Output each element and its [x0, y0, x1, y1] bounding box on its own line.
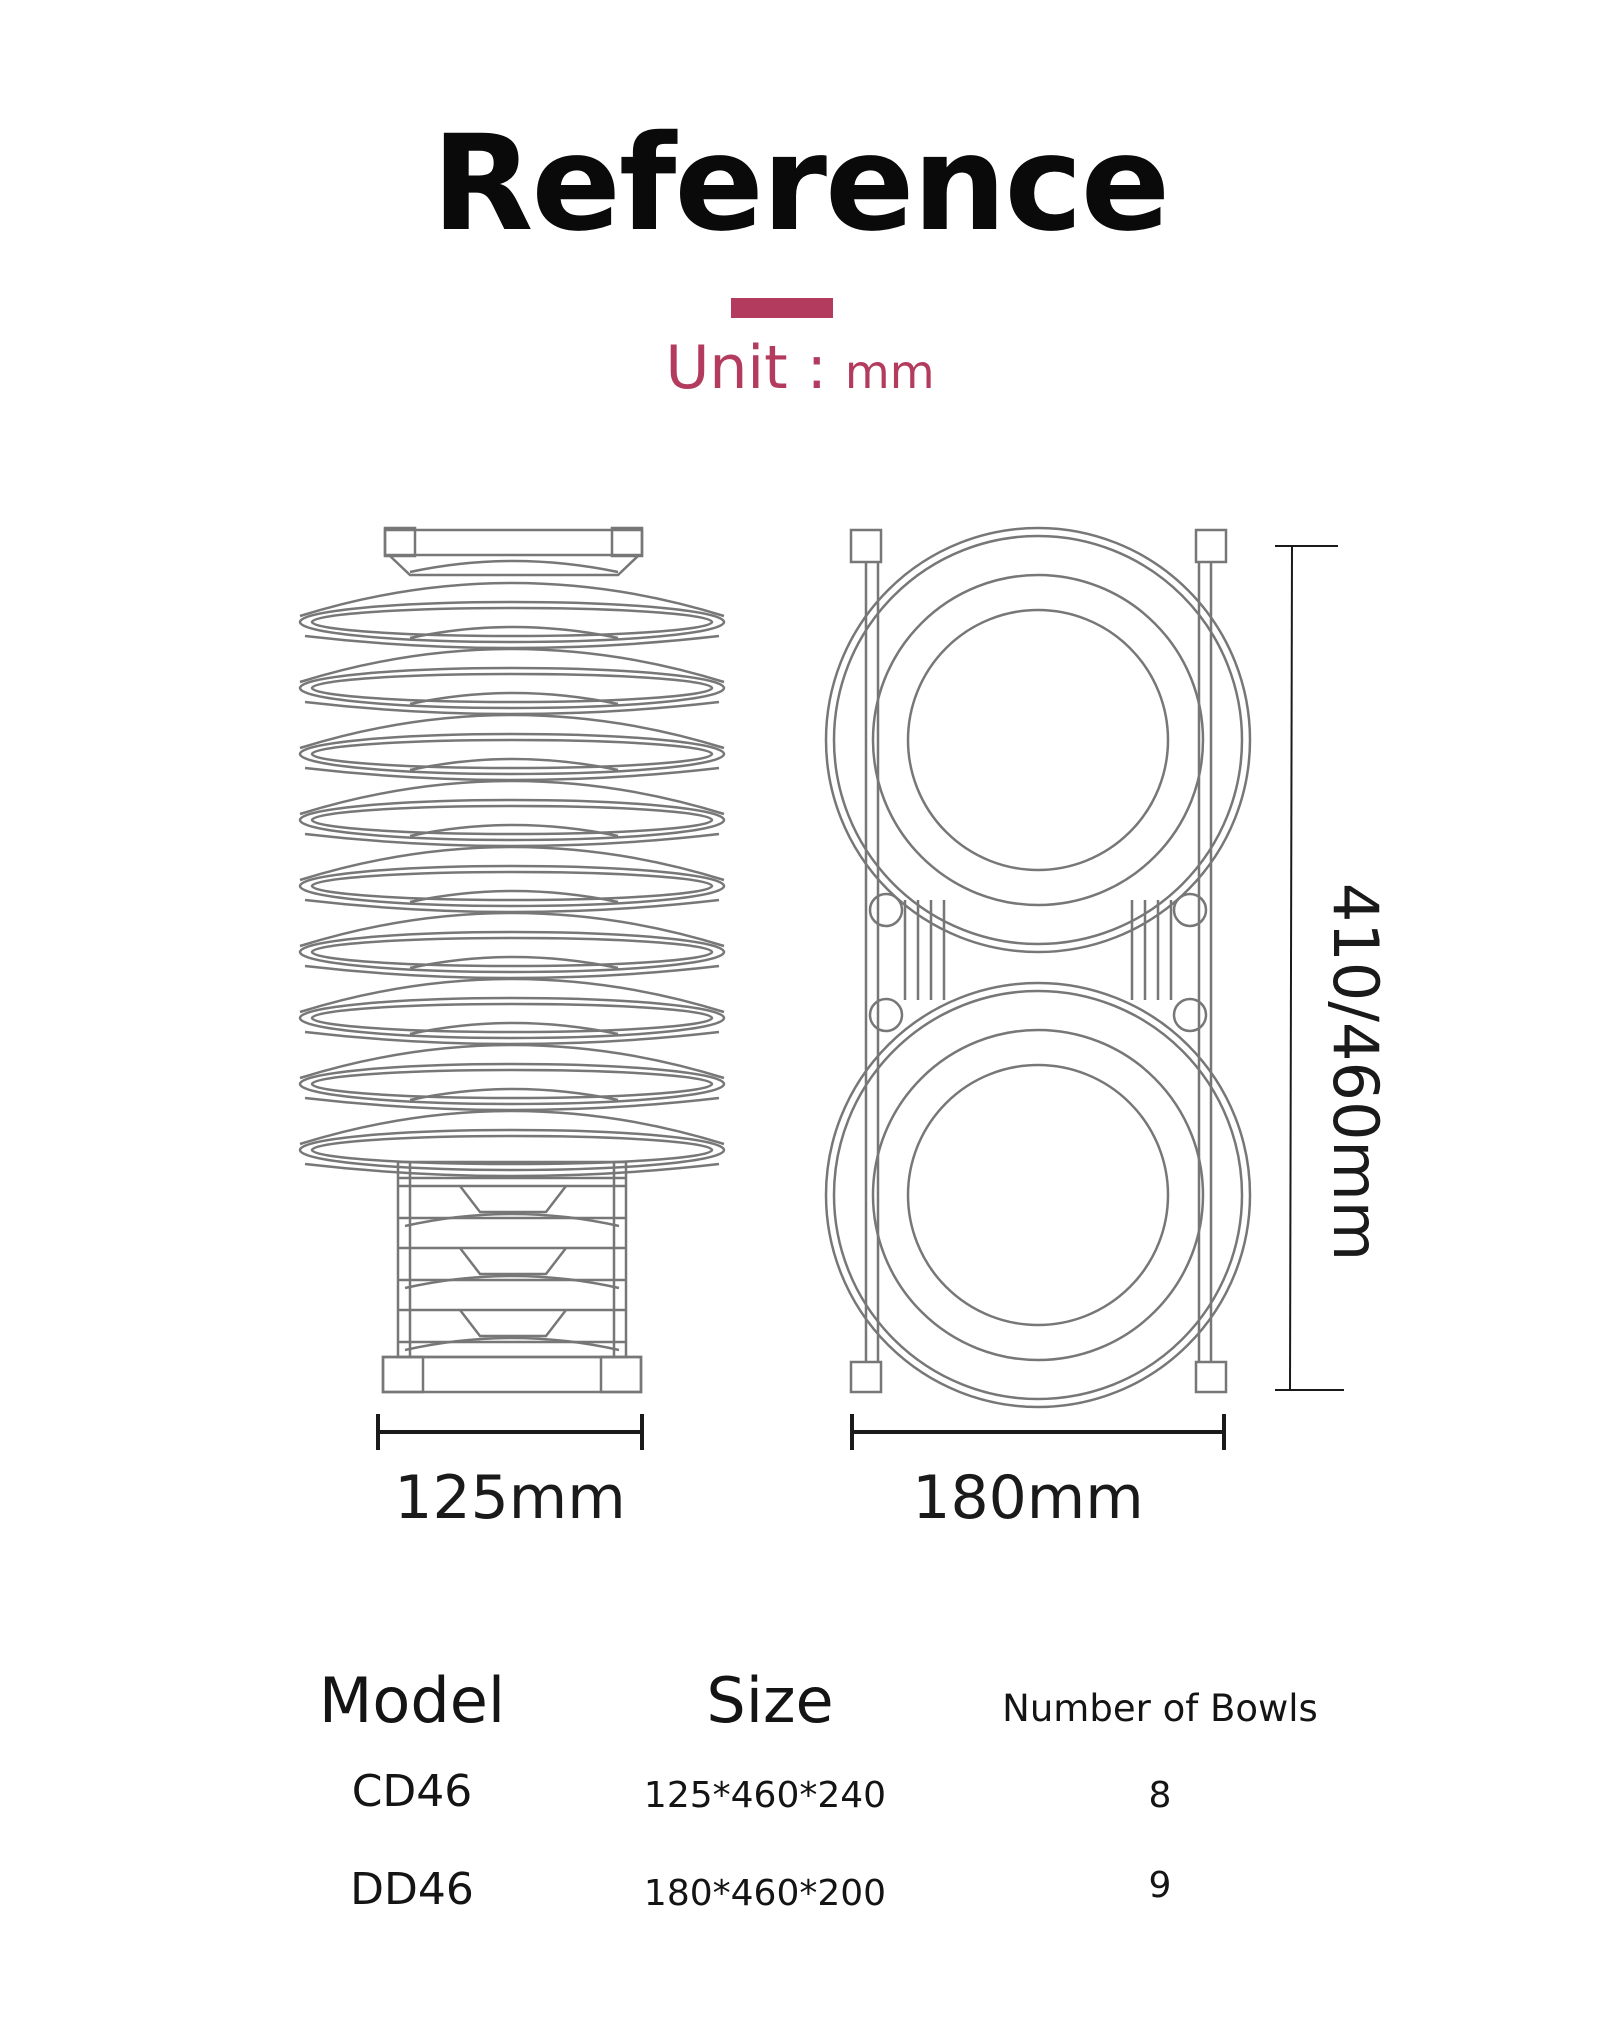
side-view-base-frame [383, 1162, 641, 1392]
louver-plate [300, 627, 724, 714]
table-header-bowls: Number of Bowls [1002, 1687, 1318, 1730]
louver-plate [300, 957, 724, 1044]
unit-value: mm [844, 345, 935, 399]
louver-plate [300, 693, 724, 780]
base-bowl-rim [398, 1310, 626, 1350]
accent-bar [731, 298, 833, 318]
louver-plate [300, 1023, 724, 1110]
product-dimension-drawing [0, 500, 1600, 1580]
top-view-frame [851, 530, 1226, 1392]
unit-label-text: Unit : [665, 333, 827, 403]
table-header-size: Size [706, 1664, 834, 1737]
base-bowl-rim [398, 1186, 626, 1226]
table-cell-bowls: 8 [1148, 1775, 1172, 1816]
louver-plate [300, 891, 724, 978]
table-cell-model: CD46 [351, 1766, 473, 1817]
unit-label [0, 333, 1600, 403]
dimension-line-right-width [852, 1414, 1224, 1450]
base-bowl-rim [398, 1248, 626, 1288]
side-view-louver-plates [300, 561, 724, 1176]
table-cell-bowls: 9 [1148, 1865, 1172, 1906]
page-title: Reference [431, 107, 1169, 261]
dimension-label-left-width: 125mm [394, 1463, 626, 1533]
table-cell-model: DD46 [350, 1864, 474, 1915]
dimension-label-right-width: 180mm [912, 1463, 1144, 1533]
table-header-model: Model [318, 1664, 506, 1737]
louver-plate [300, 825, 724, 912]
dimension-label-height: 410/460mm [1319, 882, 1392, 1262]
top-view-bowl-upper [826, 528, 1250, 952]
table-cell-size: 125*460*240 [643, 1775, 887, 1816]
dimension-line-left-width [378, 1414, 642, 1450]
louver-plate [300, 759, 724, 846]
top-view-bowl-lower [826, 983, 1250, 1407]
table-cell-size: 180*460*200 [643, 1873, 887, 1914]
